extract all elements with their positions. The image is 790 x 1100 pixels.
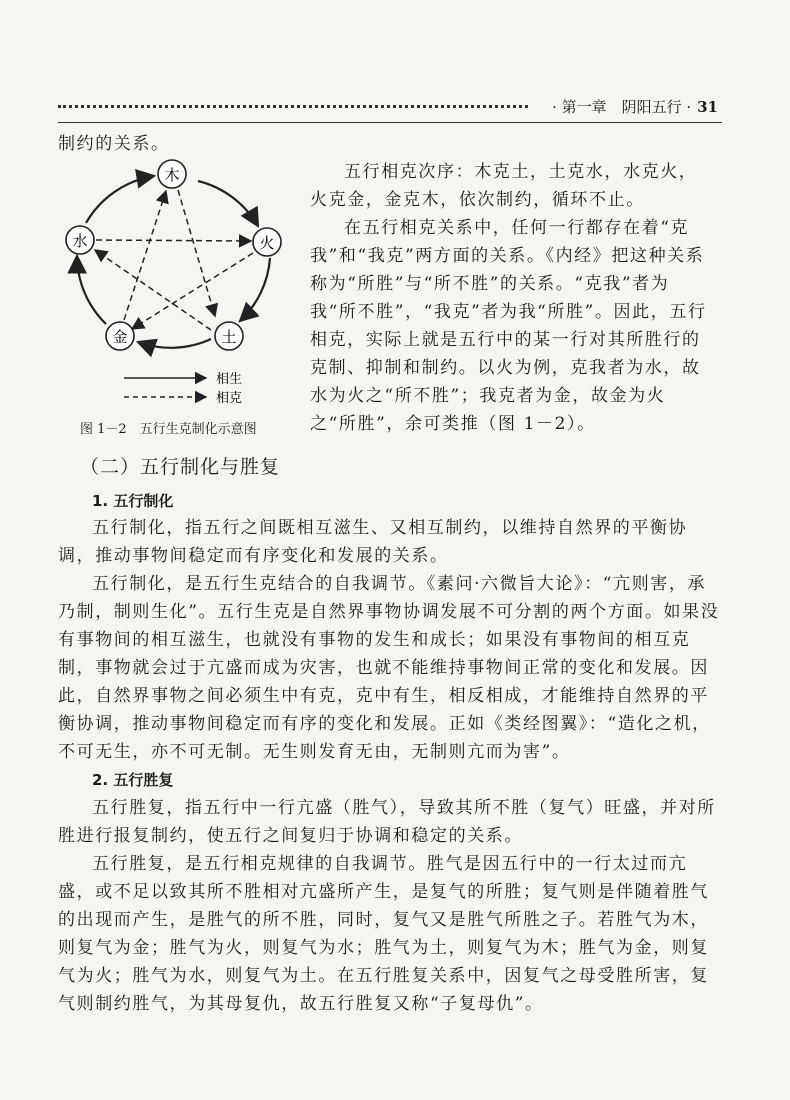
restraint-cycle: [95, 190, 253, 330]
paragraph: 五行胜复，是五行相克规律的自我调节。胜气是因五行中的一行太过而亢盛，或不足以致其所不胜相对亢盛所产生，是复气的所胜；复气则是伴随着胜气的出现而产生，是胜气的所不胜，同时，复气又是胜气所胜之子。若胜气为木，则复气为金；胜气为火，则复气为水；胜气为土，则复气为木；胜气为金，则复气为火；胜气为水，则复气为土。在五行胜复关系中，因复气之母受胜所害，复气则制约胜气，为其母复仇，故五行胜复又称“子复母仇”。: [58, 854, 709, 1014]
legend-generate-label: 相生: [216, 372, 243, 387]
line-earth-water: [95, 250, 211, 330]
arc-wood-fire: [198, 181, 258, 226]
page-number: 31: [697, 98, 718, 116]
paragraph: 五行制化，是五行生克结合的自我调节。《素问·六微旨大论》：“亢则害，承乃制，制则生化”。五行生克是自然界事物协调发展不可分割的两个方面。如果没有事物间的相互滋生，也就没有事物的发生和成长；如果没有事物间的相互克制，事物就会过于亢盛而成为灾害，也就不能维持事物间正常的变化和发展。因此，自然界事物之间必须生中有克，克中有生，相反相成，才能维持自然界的平衡协调，推动事物间稳定而有序的变化和发展。正如《类经图翼》：“造化之机，不可无生，亦不可无制。无生则发育无由，无制则亢而为害”。: [58, 574, 720, 762]
subsection-heading: 2. 五行胜复: [92, 771, 174, 789]
right-column: [310, 158, 710, 438]
node-earth: [215, 322, 243, 350]
node-metal: [106, 322, 134, 350]
leader-dots: [58, 105, 528, 108]
node-fire: [253, 228, 281, 256]
chapter-title: · 第一章 阴阳五行 ·: [552, 98, 692, 116]
arc-fire-earth: [240, 258, 270, 321]
node-fire-label: 火: [259, 234, 275, 252]
legend: [124, 371, 242, 406]
line-metal-wood: [124, 191, 166, 320]
subsection-heading: 1. 五行制化: [92, 492, 174, 510]
arc-metal-water: [77, 256, 106, 324]
section-title: （二）五行制化与胜复: [80, 456, 281, 478]
wuxing-diagram: [58, 156, 304, 438]
node-water: [66, 226, 94, 254]
paragraph: 在五行相克关系中，任何一行都存在着“克我”和“我克”两方面的关系。《内经》把这种关系称为“所胜”与“所不胜”的关系。“克我”者为我“所不胜”，“我克”者为我“所胜”。因此，五行相克，实际上就是五行中的某一行对其所胜行的克制、抑制和制约。以火为例，克我者为水，故水为火之“所不胜”；我克者为金，故金为火之“所胜”，余可类推（图 1－2）。: [310, 218, 707, 434]
node-metal-label: 金: [112, 328, 128, 346]
section-body: [58, 488, 722, 1018]
node-earth-label: 土: [221, 328, 237, 346]
header-rule: [58, 122, 722, 123]
node-water-label: 水: [72, 232, 88, 250]
line-water-fire: [96, 240, 251, 241]
node-wood: [158, 160, 186, 188]
legend-restrain-label: 相克: [216, 391, 243, 406]
paragraph: 五行相克次序：木克土，土克水，水克火，火克金，金克木，依次制约，循环不止。: [310, 162, 698, 210]
arc-water-wood: [86, 176, 154, 223]
figure-caption: 图 1－2 五行生克制化示意图: [80, 422, 257, 437]
header-chapter: [552, 96, 718, 117]
diagram-svg: [58, 156, 304, 438]
continued-line: 制约的关系。: [58, 134, 170, 154]
generation-cycle: [77, 176, 270, 348]
running-header: [58, 96, 718, 118]
arc-earth-metal: [138, 339, 211, 348]
paragraph: 五行胜复，指五行中一行亢盛（胜气），导致其所不胜（复气）旺盛，并对所胜进行报复制约，使五行之间复归于协调和稳定的关系。: [58, 798, 716, 846]
node-wood-label: 木: [164, 166, 180, 184]
paragraph: 五行制化，指五行之间既相互滋生、又相互制约，以维持自然界的平衡协调，推动事物间稳定而有序变化和发展的关系。: [58, 518, 688, 566]
